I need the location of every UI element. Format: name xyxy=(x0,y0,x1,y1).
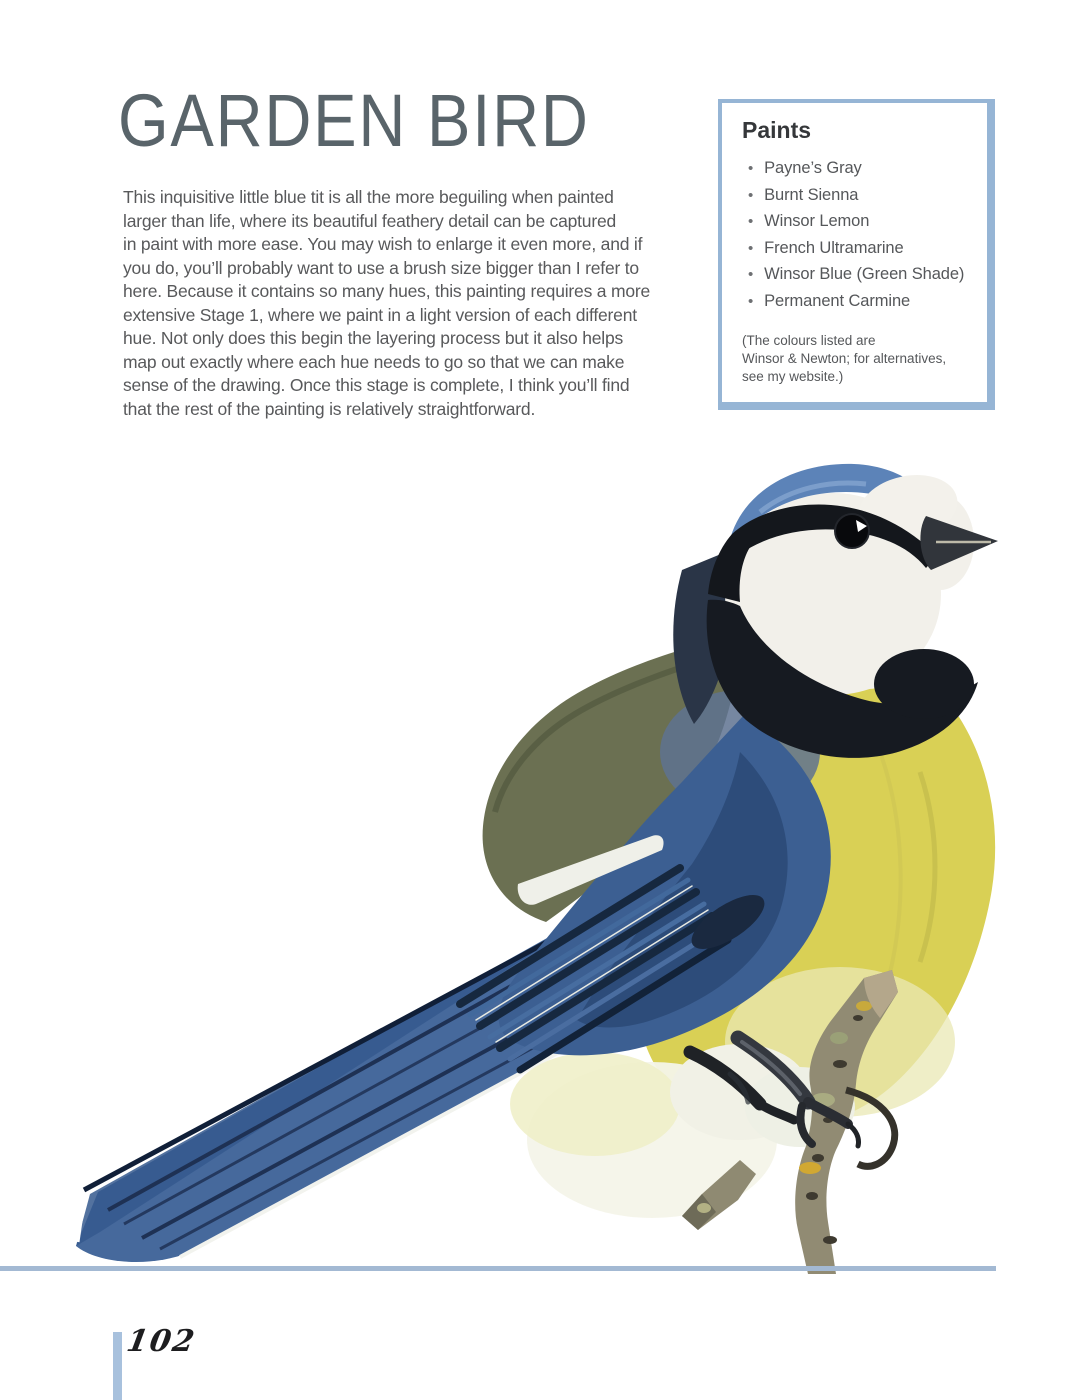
page-number-bar xyxy=(113,1332,122,1400)
bullet-icon: • xyxy=(748,186,754,204)
bullet-icon: • xyxy=(748,239,754,257)
intro-line: sense of the drawing. Once this stage is complete, I think you’ll find xyxy=(123,375,630,395)
bullet-icon: • xyxy=(748,292,754,310)
paint-item xyxy=(748,240,973,258)
paints-list xyxy=(742,160,973,310)
bullet-icon: • xyxy=(748,213,754,230)
paints-panel xyxy=(718,99,995,410)
paint-item-label: Permanent Carmine xyxy=(764,291,911,310)
note-line: see my website.) xyxy=(742,369,844,384)
paint-item-label: Winsor Blue (Green Shade) xyxy=(764,265,965,283)
intro-line: you do, you’ll probably want to use a brush size bigger than I refer to xyxy=(123,257,639,278)
paints-heading: Paints xyxy=(742,117,812,143)
intro-line: extensive Stage 1, where we paint in a light version of each different xyxy=(123,304,637,325)
intro-line: here. Because it contains so many hues, this painting requires a more xyxy=(123,281,651,301)
intro-line: hue. Not only does this begin the layering process but it also helps xyxy=(123,328,624,348)
blue-tit-photo xyxy=(40,452,1040,1274)
blue-tit-illustration xyxy=(40,452,1040,1274)
paint-item-label: Winsor Lemon xyxy=(764,212,870,230)
intro-line: larger than life, where its beautiful feathery detail can be captured xyxy=(123,210,617,231)
intro-line: that the rest of the painting is relatively straightforward. xyxy=(123,398,536,419)
bullet-icon: • xyxy=(748,266,754,283)
intro-line: map out exactly where each hue needs to go so that we can make xyxy=(123,351,625,372)
note-line: Winsor & Newton; for alternatives, xyxy=(742,351,947,366)
paint-item xyxy=(748,160,973,178)
paint-item xyxy=(748,266,973,284)
intro-paragraph xyxy=(123,186,650,421)
paint-item xyxy=(748,293,973,311)
paints-note xyxy=(742,332,973,386)
note-line: (The colours listed are xyxy=(742,333,876,348)
paint-item-label: French Ultramarine xyxy=(764,238,904,257)
paint-item-label: Burnt Sienna xyxy=(764,185,859,204)
paint-item-label: Payne’s Gray xyxy=(764,159,862,177)
footer-rule xyxy=(0,1266,996,1271)
paint-item xyxy=(748,213,973,231)
page-title: GARDEN BIRD xyxy=(118,79,590,162)
bullet-icon: • xyxy=(748,160,754,177)
intro-line: This inquisitive little blue tit is all the more beguiling when painted xyxy=(123,187,614,207)
paint-item xyxy=(748,187,973,205)
intro-line: in paint with more ease. You may wish to enlarge it even more, and if xyxy=(123,234,643,254)
page-number: 102 xyxy=(123,1324,199,1359)
